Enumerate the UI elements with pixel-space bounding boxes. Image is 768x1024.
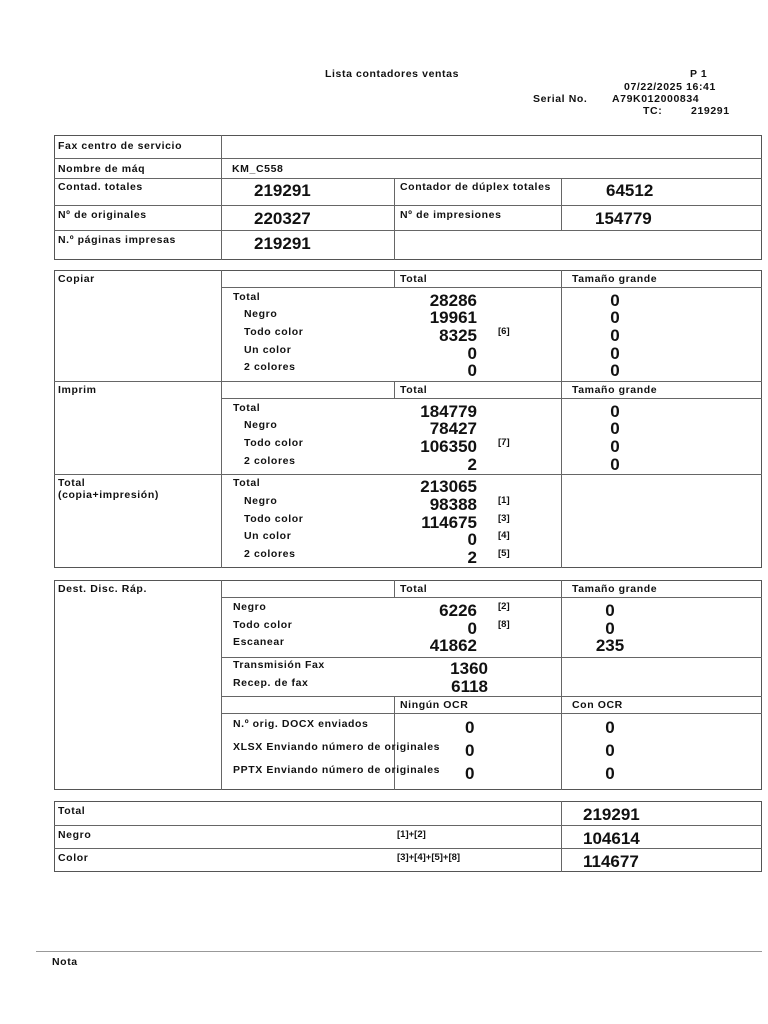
copy-row-value: 0 [467, 344, 477, 363]
print-row-large: 0 [610, 419, 620, 438]
fax-tx-value: 1360 [450, 659, 488, 678]
serial-label: Serial No. [533, 93, 588, 105]
printed-pages-value: 219291 [254, 234, 311, 253]
fax-rx-label: Recep. de fax [233, 677, 309, 689]
fax-center-label: Fax centro de servicio [58, 140, 183, 152]
combined-section-sublabel: (copia+impresión) [58, 489, 159, 501]
copy-large-header: Tamaño grande [572, 273, 658, 285]
fax-rx-value: 6118 [451, 677, 488, 696]
combined-row-value: 114675 [421, 513, 477, 532]
combined-row-value: 0 [467, 530, 477, 549]
scan-row-value: 6226 [439, 601, 477, 620]
copy-row-large: 0 [610, 344, 620, 363]
combined-row-ref: [4] [498, 530, 510, 541]
machine-name-label: Nombre de máq [58, 163, 146, 175]
machine-name-value: KM_C558 [232, 163, 284, 175]
report-datetime: 07/22/2025 16:41 [624, 81, 716, 93]
copy-row-value: 28286 [429, 291, 477, 310]
print-row-value: 106350 [420, 437, 477, 456]
ocr-header: Con OCR [572, 699, 623, 711]
ocr-row-no-ocr: 0 [465, 764, 475, 783]
combined-row-value: 98388 [429, 495, 477, 514]
scan-row-value: 41862 [429, 636, 477, 655]
printed-pages-label: N.º páginas impresas [58, 234, 176, 246]
copy-row-value: 8325 [439, 326, 477, 345]
ocr-row-label: XLSX Enviando número de originales [233, 741, 441, 753]
totals-black-formula: [1]+[2] [397, 829, 426, 840]
fax-tx-label: Transmisión Fax [233, 659, 325, 671]
total-counters-value: 219291 [254, 181, 311, 200]
ocr-row-label: N.º orig. DOCX enviados [233, 718, 369, 730]
copy-row-label: Un color [244, 344, 292, 356]
scan-row-large: 235 [595, 636, 625, 655]
combined-row-value: 2 [467, 548, 477, 567]
copy-row-large: 0 [610, 326, 620, 345]
copy-row-large: 0 [610, 361, 620, 380]
combined-row-value: 213065 [420, 477, 477, 496]
originals-value: 220327 [254, 209, 311, 228]
copy-row-large: 0 [610, 308, 620, 327]
combined-row-label: 2 colores [244, 548, 296, 560]
ocr-row-label: PPTX Enviando número de originales [233, 764, 441, 776]
totals-color-formula: [3]+[4]+[5]+[8] [397, 852, 461, 863]
print-row-label: 2 colores [244, 455, 296, 467]
print-row-large: 0 [610, 437, 620, 456]
page-number: P 1 [690, 68, 708, 80]
tc-label: TC: [643, 105, 663, 117]
impressions-value: 154779 [595, 209, 652, 228]
footer-divider [36, 951, 762, 952]
combined-row-ref: [1] [498, 495, 510, 506]
scan-large-header: Tamaño grande [572, 583, 658, 595]
print-row-label: Negro [244, 419, 278, 431]
print-row-label: Total [233, 402, 261, 414]
print-section-label: Imprim [58, 384, 97, 396]
tc-value: 219291 [691, 105, 730, 117]
scan-section-label: Dest. Disc. Ráp. [58, 583, 147, 595]
copy-section-label: Copiar [58, 273, 95, 285]
copy-total-header: Total [400, 273, 428, 285]
copy-row-label: Negro [244, 308, 278, 320]
print-total-header: Total [400, 384, 428, 396]
print-row-large: 0 [610, 455, 620, 474]
totals-total-value: 219291 [583, 805, 640, 824]
copy-row-large: 0 [610, 291, 620, 310]
copy-row-label: 2 colores [244, 361, 296, 373]
scan-row-ref: [8] [498, 619, 510, 630]
totals-black-label: Negro [58, 829, 92, 841]
copy-row-value: 0 [467, 361, 477, 380]
scan-total-header: Total [400, 583, 428, 595]
originals-label: Nº de originales [58, 209, 147, 221]
totals-total-label: Total [58, 805, 86, 817]
duplex-label: Contador de dúplex totales [400, 181, 551, 193]
duplex-value: 64512 [606, 181, 654, 200]
combined-row-label: Todo color [244, 513, 304, 525]
print-row-label: Todo color [244, 437, 304, 449]
scan-row-ref: [2] [498, 601, 510, 612]
combined-row-label: Negro [244, 495, 278, 507]
print-row-large: 0 [610, 402, 620, 421]
totals-color-label: Color [58, 852, 89, 864]
copy-row-label: Total [233, 291, 261, 303]
print-row-value: 184779 [420, 402, 477, 421]
ocr-row-no-ocr: 0 [465, 718, 475, 737]
copy-row-label: Todo color [244, 326, 304, 338]
scan-row-value: 0 [467, 619, 477, 638]
scan-row-label: Escanear [233, 636, 285, 648]
scan-row-label: Todo color [233, 619, 293, 631]
impressions-label: Nº de impresiones [400, 209, 502, 221]
scan-row-large: 0 [605, 619, 615, 638]
ocr-row-ocr: 0 [605, 718, 615, 737]
combined-row-ref: [5] [498, 548, 510, 559]
report-title: Lista contadores ventas [325, 68, 460, 80]
print-row-ref: [7] [498, 437, 510, 448]
note-label: Nota [52, 956, 78, 968]
copy-row-value: 19961 [429, 308, 477, 327]
combined-section-label: Total [58, 477, 86, 489]
total-counters-label: Contad. totales [58, 181, 143, 193]
no-ocr-header: Ningún OCR [400, 699, 469, 711]
combined-row-label: Un color [244, 530, 292, 542]
scan-row-label: Negro [233, 601, 267, 613]
ocr-row-ocr: 0 [605, 741, 615, 760]
scan-row-large: 0 [605, 601, 615, 620]
print-row-value: 2 [467, 455, 477, 474]
combined-row-ref: [3] [498, 513, 510, 524]
totals-black-value: 104614 [583, 829, 640, 848]
print-row-value: 78427 [429, 419, 477, 438]
serial-value: A79K012000834 [612, 93, 700, 105]
ocr-row-no-ocr: 0 [465, 741, 475, 760]
copy-row-ref: [6] [498, 326, 510, 337]
totals-color-value: 114677 [583, 852, 639, 871]
combined-row-label: Total [233, 477, 261, 489]
print-large-header: Tamaño grande [572, 384, 658, 396]
ocr-row-ocr: 0 [605, 764, 615, 783]
